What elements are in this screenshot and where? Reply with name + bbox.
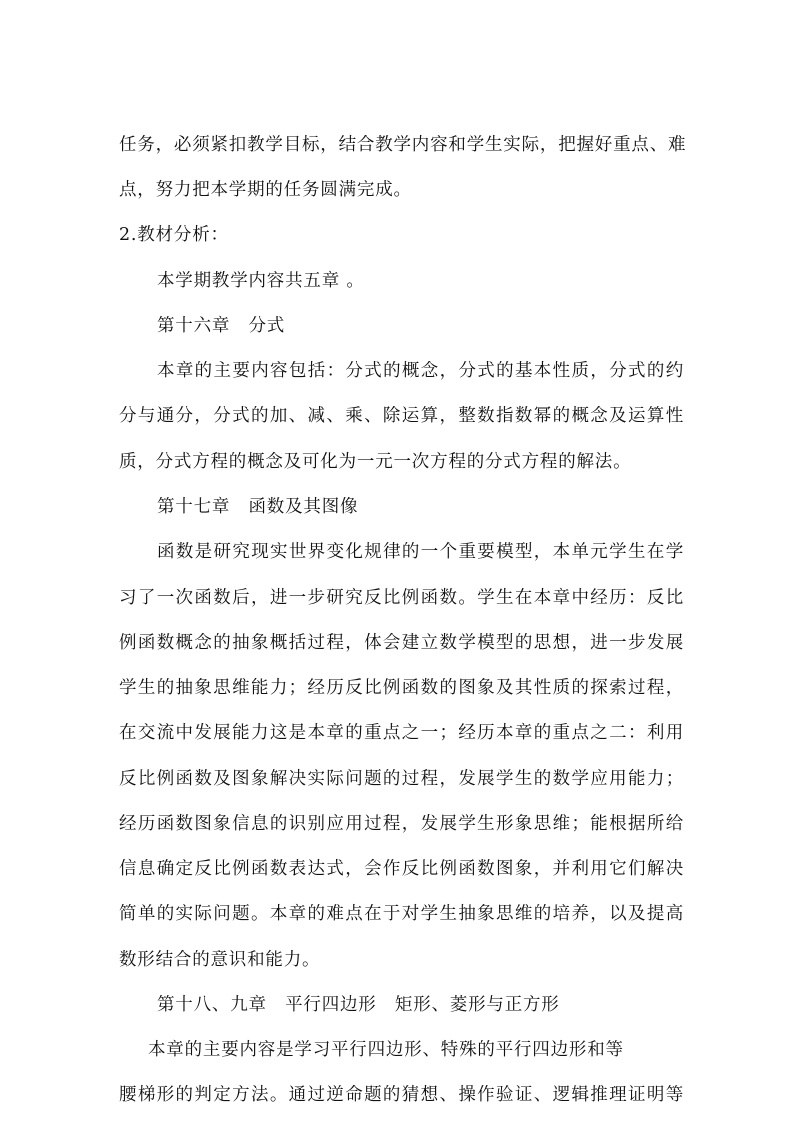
paragraph-line: 任务，必须紧扣教学目标，结合教学内容和学生实际，把握好重点、难 (119, 135, 687, 155)
paragraph-line: 例函数概念的抽象概括过程，体会建立数学模型的思想，进一步发展 (119, 633, 684, 653)
chapter-heading: 第十八、九章 平行四边形 矩形、菱形与正方形 (157, 995, 560, 1015)
chapter-heading: 第十六章 分式 (157, 316, 286, 336)
paragraph-line: 习了一次函数后，进一步研究反比例函数。学生在本章中经历：反比 (119, 588, 684, 608)
paragraph-line: 点，努力把本学期的任务圆满完成。 (119, 180, 412, 200)
paragraph-line: 简单的实际问题。本章的难点在于对学生抽象思维的培养，以及提高 (119, 904, 684, 924)
paragraph-line: 本章的主要内容包括：分式的概念，分式的基本性质，分式的约 (157, 361, 684, 381)
paragraph-line: 本章的主要内容是学习平行四边形、特殊的平行四边形和等 (148, 1040, 624, 1060)
paragraph-line: 数形结合的意识和能力。 (119, 950, 321, 970)
paragraph-line: 分与通分，分式的加、减、乘、除运算，整数指数幂的概念及运算性 (119, 406, 684, 426)
paragraph-line: 质，分式方程的概念及可化为一元一次方程的分式方程的解法。 (119, 452, 632, 472)
paragraph-line: 信息确定反比例函数表达式，会作反比例函数图象，并利用它们解决 (119, 859, 684, 879)
paragraph-line: 本学期教学内容共五章 。 (157, 271, 365, 291)
paragraph-line: 经历函数图象信息的识别应用过程，发展学生形象思维；能根据所给 (119, 814, 684, 834)
section-heading: 2.教材分析： (119, 225, 229, 245)
paragraph-line: 学生的抽象思维能力；经历反比例函数的图象及其性质的探索过程， (119, 678, 684, 698)
paragraph-line: 腰梯形的判定方法。通过逆命题的猜想、操作验证、逻辑推理证明等 (119, 1085, 684, 1105)
paragraph-line: 函数是研究现实世界变化规律的一个重要模型，本单元学生在学 (157, 542, 684, 562)
chapter-heading: 第十七章 函数及其图像 (157, 497, 359, 517)
paragraph-line: 反比例函数及图象解决实际问题的过程，发展学生的数学应用能力； (119, 769, 684, 789)
paragraph-line: 在交流中发展能力这是本章的重点之一；经历本章的重点之二：利用 (119, 723, 684, 743)
